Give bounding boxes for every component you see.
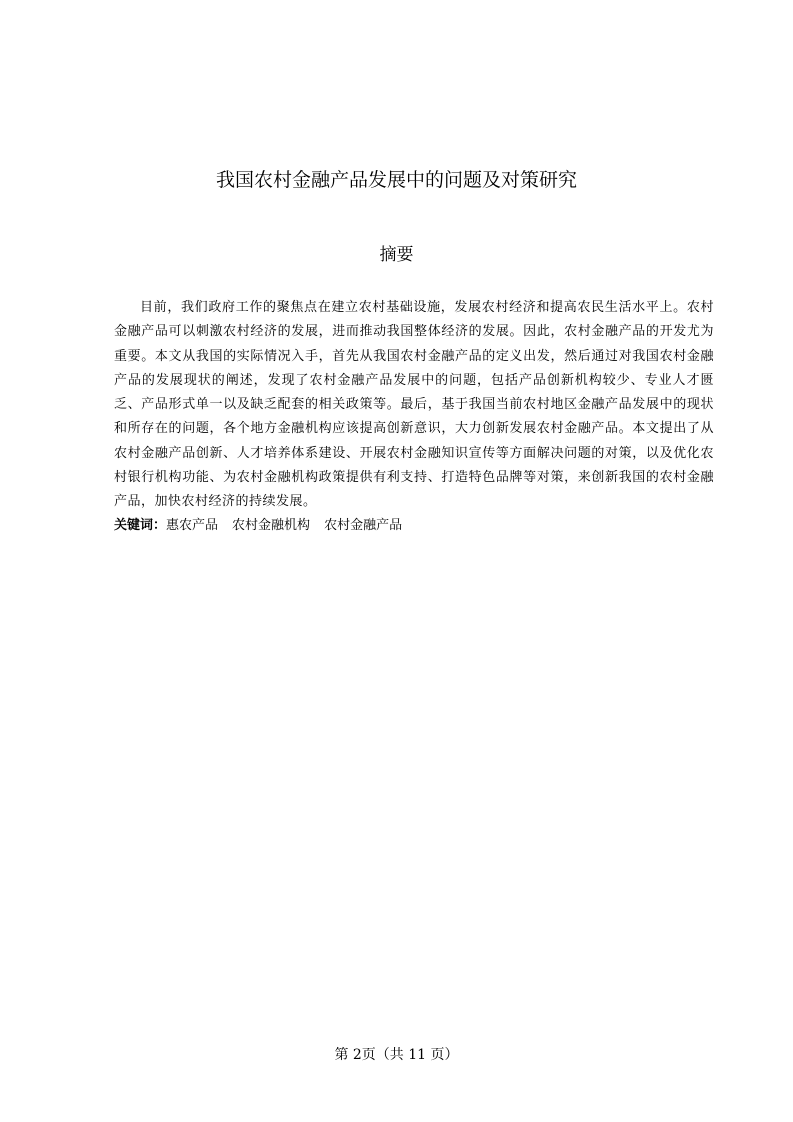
keywords-label: 关键词 [114,518,154,533]
keywords-line [114,514,714,538]
keyword-item: 农村金融产品 [324,518,403,533]
abstract-paragraph: 目前，我们政府工作的聚焦点在建立农村基础设施，发展农村经济和提高农民生活水平上。农村金融产品可以刺激农村经济的发展，进而推动我国整体经济的发展。因此，农村金融产品的开发尤为重要。本文从我国的实际情况入手，首先从我国农村金融产品的定义出发，然后通过对我国农村金融产品的发展现状的阐述，发现了农村金融产品发展中的问题，包括产品创新机构较少、专业人才匮乏、产品形式单一以及缺乏配套的相关政策等。最后，基于我国当前农村地区金融产品发展中的现状和所存在的问题，各个地方金融机构应该提高创新意识，大力创新发展农村金融产品。本文提出了从农村金融产品创新、人才培养体系建设、开展农村金融知识宣传等方面解决问题的对策，以及优化农村银行机构功能、为农村金融机构政策提供有利支持、打造特色品牌等对策，来创新我国的农村金融产品，加快农村经济的持续发展。 [114,300,714,510]
keyword-item: 农村金融机构 [232,518,311,533]
abstract-heading: 摘要 [379,245,414,265]
document-title: 我国农村金融产品发展中的问题及对策研究 [215,169,577,191]
keywords-separator: ： [153,518,167,533]
keyword-item: 惠农产品 [166,518,219,533]
page-number-footer: 第 2页（共 11 页） [334,1047,459,1063]
